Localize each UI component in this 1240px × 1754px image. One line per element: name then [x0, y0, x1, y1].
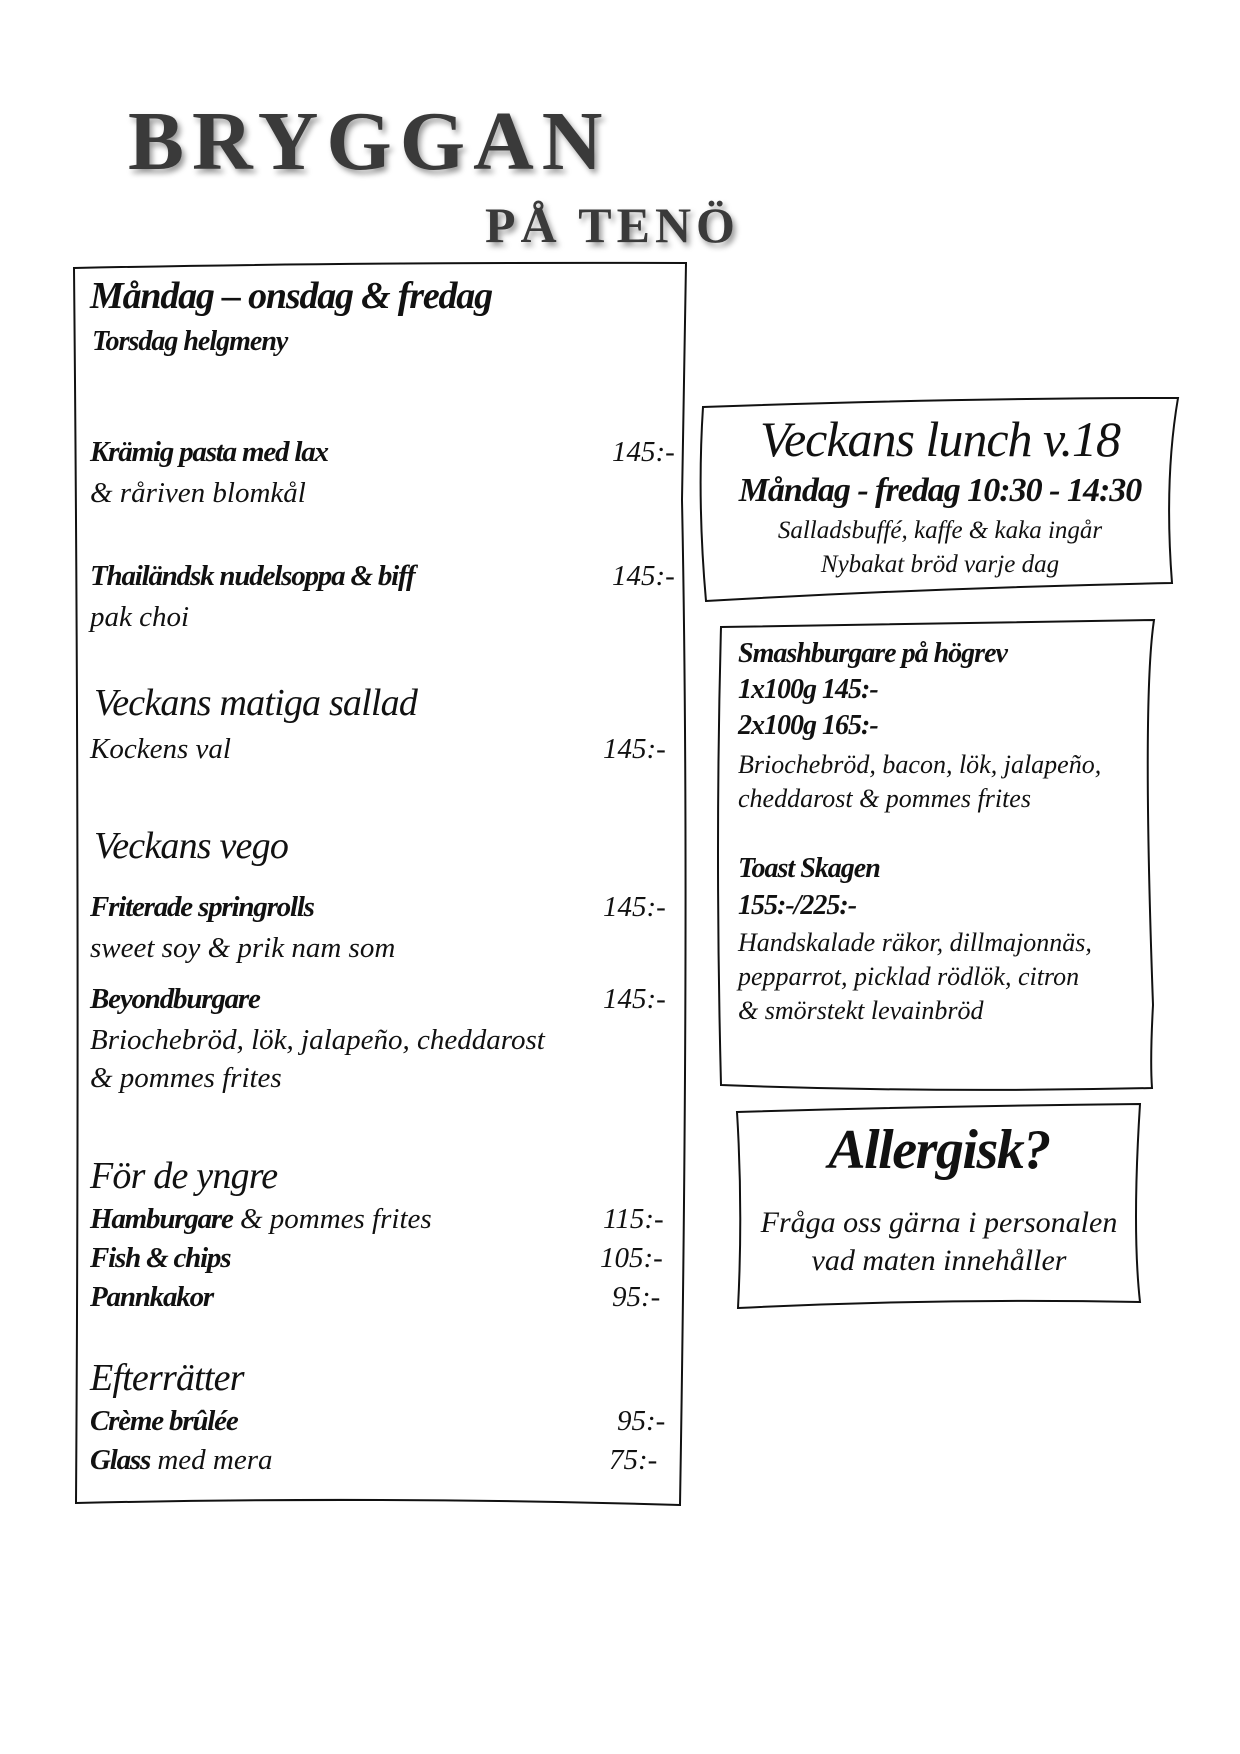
dish-name: Pannkakor [90, 1281, 213, 1313]
section-title-vego: Veckans vego [94, 825, 289, 867]
salad-price: 145:- [603, 733, 666, 765]
toast-desc: pepparrot, picklad rödlök, citron [738, 962, 1080, 991]
lunch-title: Veckans lunch v.18 [759, 411, 1121, 467]
section-title-dessert: Efterrätter [90, 1357, 244, 1399]
dish-extra: & pommes frites [232, 1203, 432, 1235]
dish-name: Hamburgare [90, 1203, 233, 1235]
dish-name: Thailändsk nudelsoppa & biff [90, 560, 415, 592]
section-title-salad: Veckans matiga sallad [94, 682, 418, 724]
dish-name: Beyondburgare [90, 983, 260, 1015]
dish-price: 145:- [603, 891, 666, 923]
logo-subtitle: PÅ TENÖ [485, 197, 740, 253]
burger-desc: Briochebröd, bacon, lök, jalapeño, [738, 750, 1102, 779]
dish-price: 95:- [617, 1405, 666, 1437]
menu-subheading: Torsdag helgmeny [92, 326, 288, 357]
dish-name: Friterade springrolls [90, 891, 314, 923]
dish-desc: Briochebröd, lök, jalapeño, cheddarost [90, 1024, 545, 1056]
dish-desc: & råriven blomkål [90, 477, 306, 509]
allergy-text: vad maten innehåller [811, 1244, 1067, 1277]
dish-price: 145:- [612, 560, 675, 592]
toast-price: 155:-/225:- [738, 890, 857, 921]
logo-title: BRYGGAN [128, 95, 611, 188]
toast-desc: Handskalade räkor, dillmajonnäs, [738, 928, 1092, 957]
burger-desc: cheddarost & pommes frites [738, 784, 1031, 813]
lunch-hours: Måndag - fredag 10:30 - 14:30 [738, 472, 1142, 509]
lunch-bread: Nybakat bröd varje dag [820, 551, 1060, 578]
dessert-item [90, 1446, 273, 1475]
allergy-title: Allergisk? [828, 1119, 1050, 1181]
salad-desc: Kockens val [90, 733, 231, 765]
dish-price: 75:- [609, 1444, 658, 1476]
toast-name: Toast Skagen [738, 853, 880, 884]
dish-name: Glass [90, 1444, 151, 1476]
dish-price: 105:- [600, 1242, 663, 1274]
dish-price: 145:- [603, 983, 666, 1015]
lunch-included: Salladsbuffé, kaffe & kaka ingår [777, 517, 1103, 544]
kids-item [90, 1205, 432, 1234]
section-title-kids: För de yngre [90, 1155, 278, 1197]
dish-price: 95:- [612, 1281, 661, 1313]
allergy-text: Fråga oss gärna i personalen [760, 1206, 1118, 1239]
dish-extra: med mera [150, 1444, 273, 1476]
burger-price-double: 2x100g 165:- [738, 710, 878, 741]
menu-heading: Måndag – onsdag & fredag [90, 275, 492, 317]
dish-name: Krämig pasta med lax [90, 436, 328, 468]
dish-name: Fish & chips [90, 1242, 231, 1274]
dish-desc: & pommes frites [90, 1062, 282, 1094]
dish-name: Crème brûlée [90, 1405, 238, 1437]
dish-desc: pak choi [90, 601, 190, 633]
dish-price: 115:- [603, 1203, 664, 1235]
dish-desc: sweet soy & prik nam som [90, 932, 396, 964]
burger-price-single: 1x100g 145:- [738, 674, 878, 705]
burger-name: Smashburgare på högrev [738, 638, 1007, 669]
toast-desc: & smörstekt levainbröd [738, 996, 984, 1025]
dish-price: 145:- [612, 436, 675, 468]
